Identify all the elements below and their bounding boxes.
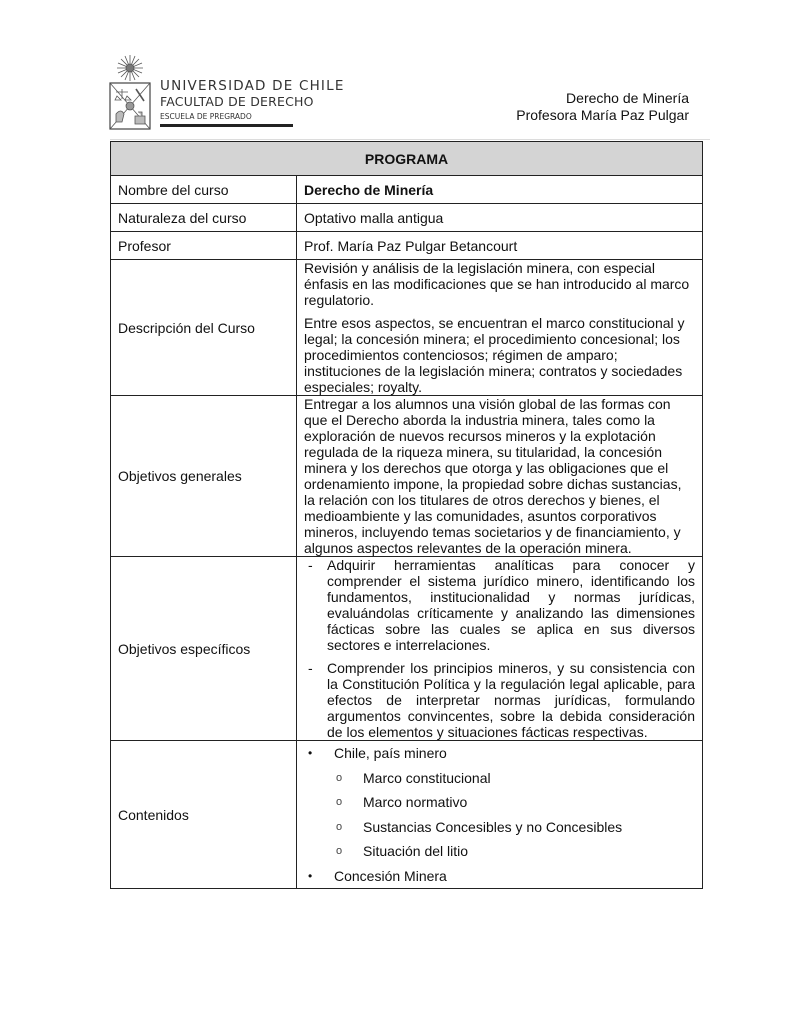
row-label: Objetivos generales: [111, 396, 297, 557]
university-crest-icon: [108, 52, 152, 132]
table-row-specific-objectives: [111, 557, 703, 741]
course-title-header: Derecho de Minería: [566, 90, 689, 106]
page-header: [0, 0, 800, 140]
table-row-course-nature: [111, 204, 703, 232]
description-paragraph: Entre esos aspectos, se encuentran el marco constitucional y legal; la concesión minera; el procedimiento concesional; los procedimientos contenciosos; régimen de amparo; instituciones de la legislación minera; contratos y sociedades especiales; royalty.: [304, 315, 685, 395]
row-label: Objetivos específicos: [111, 557, 297, 741]
course-nature-value: Optativo malla antigua: [297, 204, 703, 232]
objective-text: Adquirir herramientas analíticas para conocer y comprender el sistema jurídico minero, identificando los fundamentos, institucionalidad y normas jurídicas, evaluándolas críticamente y analizando las dimensiones fácticas sobre las cuales se aplica en sus diversos sectores e interrelaciones.: [327, 557, 695, 653]
content-list-subitem: [304, 839, 695, 864]
content-text: Chile, país minero: [334, 745, 447, 762]
objective-item: [304, 557, 695, 653]
content-text: Marco constitucional: [363, 769, 491, 786]
table-row-professor: [111, 232, 703, 260]
content-list-item: [304, 864, 695, 889]
content-list-subitem: [304, 766, 695, 791]
table-row-contents: [111, 741, 703, 889]
hollow-bullet-icon: o: [336, 771, 343, 784]
faculty-name: FACULTAD DE DERECHO: [160, 94, 314, 109]
institution-block: [160, 78, 345, 122]
school-name: ESCUELA DE PREGRADO: [160, 112, 252, 121]
row-label: Descripción del Curso: [111, 260, 297, 396]
objective-text: Comprender los principios mineros, y su consistencia con la Constitución Política y la regulación legal aplicable, para efectos de interpretar normas jurídicas, formulando argumentos convincentes, sobre la debida consideración de los elementos y situaciones fácticas respectivas.: [327, 660, 695, 740]
header-divider: [110, 139, 710, 140]
professor-header: Profesora María Paz Pulgar: [516, 107, 689, 123]
description-value: [297, 260, 703, 396]
program-table: [110, 141, 703, 889]
university-name: UNIVERSIDAD DE CHILE: [160, 78, 345, 94]
general-objectives-value: Entregar a los alumnos una visión global de las formas con que el Derecho aborda la industria minera, tales como la exploración de nuevos recursos mineros y la explotación regulada de la riqueza minera, su titularidad, la concesión minera y los derechos que otorga y las obligaciones que el ordenamiento impone, la propiedad sobre dichas sustancias, la relación con los titulares de otros derechos y bienes, el medioambiente y las comunidades, asuntos corporativos mineros, incluyendo temas societarios y de financiamiento, y algunos aspectos relevantes de la operación minera.: [297, 396, 703, 557]
course-name-value: Derecho de Minería: [297, 176, 703, 204]
content-text: Marco normativo: [363, 794, 468, 811]
content-list-subitem: [304, 815, 695, 840]
dash-marker-icon: -: [308, 557, 313, 573]
content-text: Concesión Minera: [334, 867, 447, 884]
bullet-icon: •: [308, 746, 313, 761]
header-underline-bar: [160, 124, 293, 127]
content-list-subitem: [304, 790, 695, 815]
table-row-course-name: [111, 176, 703, 204]
row-label: Nombre del curso: [111, 176, 297, 204]
professor-value: Prof. María Paz Pulgar Betancourt: [297, 232, 703, 260]
table-row-description: [111, 260, 703, 396]
bullet-icon: •: [308, 868, 313, 883]
content-list-item: [304, 741, 695, 766]
specific-objectives-value: [297, 557, 703, 741]
table-row-general-objectives: [111, 396, 703, 557]
hollow-bullet-icon: o: [336, 820, 343, 833]
dash-marker-icon: -: [308, 660, 313, 676]
contents-value: [297, 741, 703, 889]
content-text: Sustancias Concesibles y no Concesibles: [363, 818, 623, 835]
hollow-bullet-icon: o: [336, 796, 343, 809]
program-heading: PROGRAMA: [111, 142, 703, 176]
row-label: Contenidos: [111, 741, 297, 889]
row-label: Naturaleza del curso: [111, 204, 297, 232]
content-text: Situación del litio: [363, 843, 469, 860]
objective-item: [304, 660, 695, 740]
description-paragraph: Revisión y análisis de la legislación minera, con especial énfasis en las modificaciones que se han introducido al marco regulatorio.: [304, 260, 690, 308]
row-label: Profesor: [111, 232, 297, 260]
hollow-bullet-icon: o: [336, 845, 343, 858]
document-heading-right: [516, 90, 689, 124]
